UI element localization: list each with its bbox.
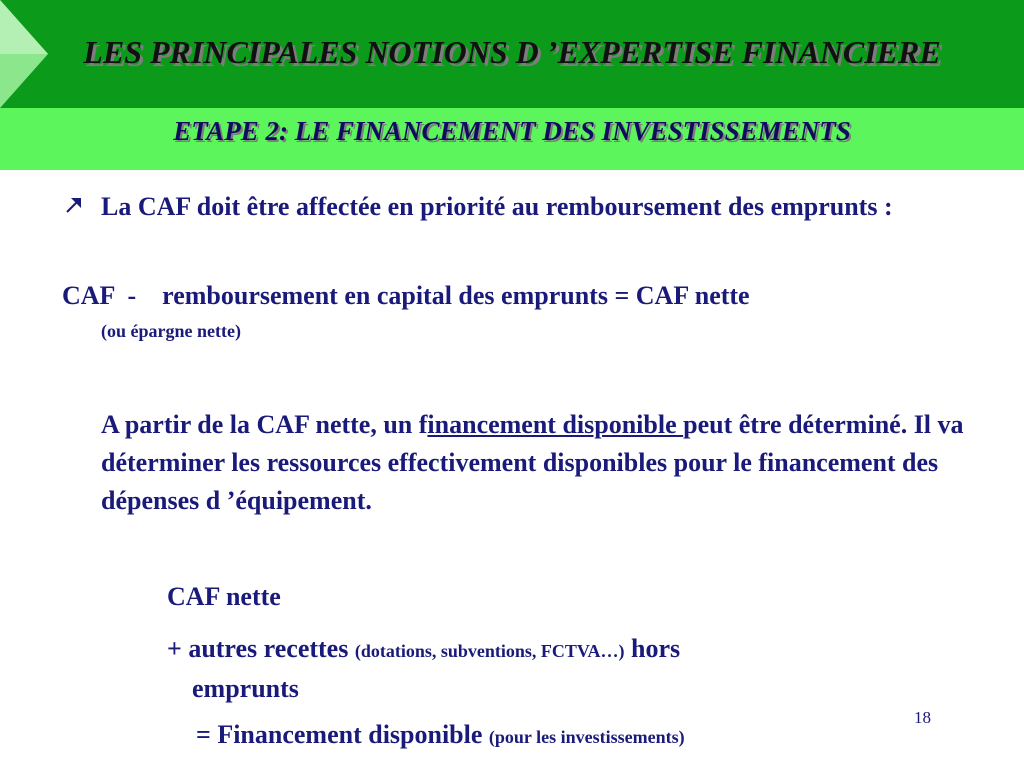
slide-number: 18 xyxy=(914,708,931,727)
formula-line-autres-recettes xyxy=(167,630,927,708)
autres-recettes-detail: (dotations, subventions, FCTVA…) xyxy=(354,641,625,661)
bullet-paragraph: La CAF doit être affectée en priorité au remboursement des emprunts : xyxy=(101,192,893,221)
caf-formula-note: (ou épargne nette) xyxy=(101,321,241,341)
financing-underlined-term: inancement disponible xyxy=(427,410,684,439)
formula-line-financement xyxy=(196,716,685,756)
arrow-up-right-icon xyxy=(64,195,84,215)
autres-recettes-hors: hors xyxy=(624,634,681,663)
slide-subtitle: ETAPE 2: LE FINANCEMENT DES INVESTISSEMENTS xyxy=(173,116,851,146)
autres-recettes-emprunts: emprunts xyxy=(192,674,299,703)
autres-recettes-label: + autres recettes xyxy=(167,634,355,663)
financing-paragraph xyxy=(101,406,981,520)
financement-disponible-label: = Financement disponible xyxy=(196,720,489,749)
financement-disponible-detail: (pour les investissements) xyxy=(488,727,685,747)
financing-text-end: peut être déterminé. Il va déterminer les ressources effectivement disponibles pour le financement des dépenses d ’équipement. xyxy=(101,410,964,515)
caf-formula: CAF - remboursement en capital des emprunts = CAF nette xyxy=(62,281,750,310)
financing-text-start: A partir de la CAF nette, un f xyxy=(101,410,428,439)
formula-line-caf-nette: CAF nette xyxy=(167,582,281,611)
slide-title: LES PRINCIPALES NOTIONS D ’EXPERTISE FINANCIERE xyxy=(83,34,941,70)
